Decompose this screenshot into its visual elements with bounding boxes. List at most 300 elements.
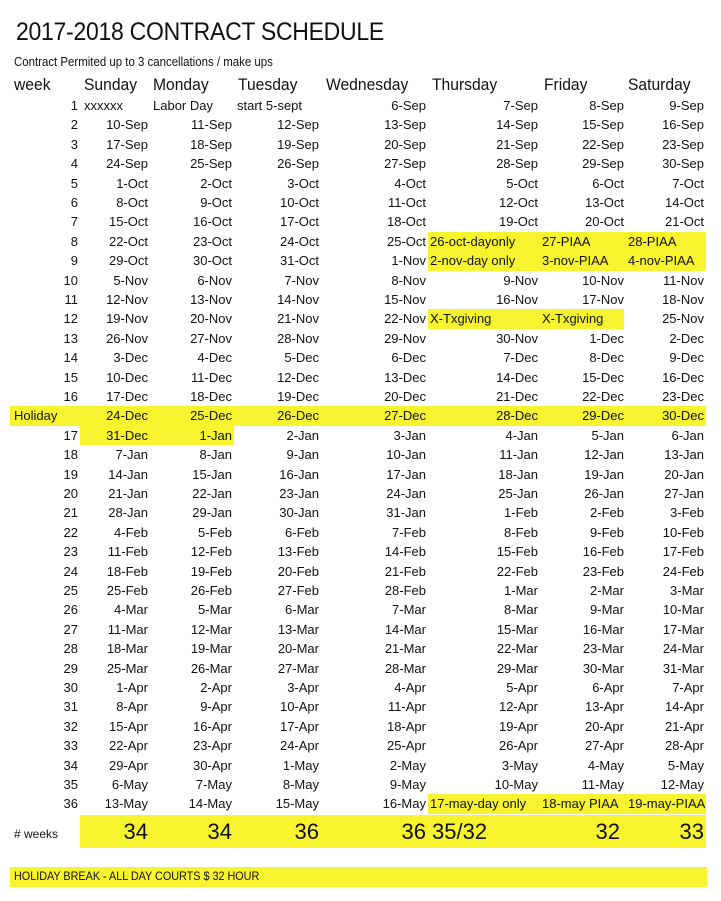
cell-thursday: X-Txgiving bbox=[430, 311, 492, 327]
cell-tuesday: 31-Oct bbox=[279, 253, 319, 269]
cell-wednesday: 7-Mar bbox=[392, 602, 426, 618]
cell-saturday: 27-Jan bbox=[664, 486, 704, 501]
week-number: 6 bbox=[70, 195, 78, 210]
cell-tuesday: 20-Mar bbox=[277, 641, 319, 657]
week-number: 2 bbox=[70, 117, 78, 133]
cell-wednesday: 11-Apr bbox=[387, 699, 426, 715]
cell-tuesday: 16-Jan bbox=[279, 466, 319, 482]
cell-thursday: 8-Mar bbox=[504, 602, 538, 618]
cell-friday: 11-May bbox=[581, 777, 624, 792]
total-saturday: 33 bbox=[679, 819, 704, 844]
cell-sunday: 31-Dec bbox=[106, 427, 148, 443]
cell-sunday: 25-Feb bbox=[106, 583, 148, 598]
cell-tuesday: 2-Jan bbox=[286, 427, 319, 443]
cell-sunday: 19-Nov bbox=[106, 311, 148, 327]
schedule-row bbox=[0, 406, 721, 425]
schedule-row bbox=[0, 135, 721, 154]
cell-sunday: 14-Jan bbox=[108, 466, 148, 482]
cell-saturday: 17-Feb bbox=[662, 544, 704, 560]
cell-saturday: 2-Dec bbox=[669, 330, 704, 346]
total-friday: 32 bbox=[595, 819, 620, 844]
cell-wednesday: 16-May bbox=[382, 796, 426, 812]
schedule-row bbox=[0, 387, 721, 406]
cell-saturday: 7-Apr bbox=[672, 680, 704, 695]
header-saturday: Saturday bbox=[628, 75, 691, 94]
cell-saturday: 16-Dec bbox=[662, 369, 704, 385]
cell-saturday: 5-May bbox=[667, 757, 704, 773]
cell-tuesday: 26-Dec bbox=[277, 408, 319, 424]
cell-monday: 23-Apr bbox=[192, 738, 232, 754]
cell-friday: 22-Dec bbox=[582, 389, 624, 404]
cell-tuesday: 21-Nov bbox=[277, 311, 319, 327]
cell-monday: 30-Apr bbox=[192, 757, 232, 773]
cell-wednesday: 25-Apr bbox=[386, 738, 426, 754]
schedule-row bbox=[0, 232, 721, 251]
week-number: 19 bbox=[63, 466, 78, 482]
week-number: 15 bbox=[63, 369, 78, 385]
cell-saturday: 28-Apr bbox=[664, 738, 704, 754]
cell-sunday: 8-Apr bbox=[116, 699, 148, 715]
cell-monday: 29-Jan bbox=[192, 505, 232, 521]
cell-monday: 2-Apr bbox=[200, 680, 232, 695]
cell-sunday: 15-Apr bbox=[108, 718, 148, 734]
cell-wednesday: 21-Feb bbox=[384, 563, 426, 579]
week-number: 27 bbox=[63, 621, 78, 637]
cell-friday: 6-Oct bbox=[592, 175, 624, 191]
cell-monday: 5-Feb bbox=[198, 524, 232, 540]
cell-monday: 25-Dec bbox=[190, 408, 232, 424]
cell-saturday: 24-Mar bbox=[662, 641, 704, 657]
cell-sunday: 10-Dec bbox=[106, 369, 148, 385]
cell-sunday: 25-Mar bbox=[106, 660, 148, 676]
cell-wednesday: 8-Nov bbox=[391, 272, 426, 288]
cell-thursday: 29-Mar bbox=[496, 660, 538, 676]
cell-tuesday: 13-Mar bbox=[277, 621, 319, 637]
cell-saturday: 12-May bbox=[660, 777, 704, 792]
schedule-row bbox=[0, 756, 721, 775]
contract-note: Contract Permited up to 3 cancellations / make ups bbox=[14, 54, 273, 69]
cell-friday: 16-Mar bbox=[582, 621, 624, 637]
cell-sunday: 4-Feb bbox=[114, 524, 148, 540]
holiday-break-note: HOLIDAY BREAK - ALL DAY COURTS $ 32 HOUR bbox=[14, 869, 260, 883]
cell-friday: 9-Mar bbox=[590, 602, 624, 618]
cell-sunday: 4-Mar bbox=[114, 602, 148, 618]
cell-sunday: 8-Oct bbox=[116, 195, 148, 210]
cell-friday: 16-Feb bbox=[582, 544, 624, 560]
cell-monday: 5-Mar bbox=[198, 602, 232, 618]
cell-monday: 26-Mar bbox=[190, 660, 232, 676]
cell-sunday: 6-May bbox=[111, 777, 148, 792]
cell-friday: 22-Sep bbox=[582, 136, 624, 152]
cell-tuesday: 28-Nov bbox=[277, 330, 319, 346]
week-number: 18 bbox=[63, 447, 78, 463]
cell-friday: 20-Oct bbox=[584, 214, 624, 230]
cell-tuesday: 24-Oct bbox=[279, 233, 319, 249]
cell-friday: 13-Apr bbox=[584, 699, 624, 715]
cell-wednesday: 13-Sep bbox=[384, 117, 426, 133]
cell-tuesday: 10-Oct bbox=[279, 195, 319, 210]
cell-saturday: 23-Sep bbox=[662, 136, 704, 152]
week-number: 1 bbox=[70, 98, 78, 113]
week-number: Holiday bbox=[14, 408, 58, 424]
cell-wednesday: 2-May bbox=[389, 757, 426, 773]
cell-sunday: 28-Jan bbox=[108, 505, 148, 521]
schedule-row bbox=[0, 329, 721, 348]
schedule-row bbox=[0, 309, 721, 328]
cell-sunday: 24-Sep bbox=[106, 156, 148, 172]
week-number: 8 bbox=[70, 233, 78, 249]
cell-sunday: 3-Dec bbox=[113, 350, 148, 366]
cell-wednesday: 31-Jan bbox=[386, 505, 426, 521]
cell-monday: 19-Mar bbox=[190, 641, 232, 657]
cell-saturday: 4-nov-PIAA bbox=[628, 253, 695, 269]
cell-thursday: 12-Oct bbox=[498, 195, 538, 210]
cell-friday: 2-Feb bbox=[590, 505, 624, 521]
cell-friday: 5-Jan bbox=[591, 427, 624, 443]
schedule-row bbox=[0, 600, 721, 619]
header-thursday: Thursday bbox=[432, 75, 498, 94]
week-number: 14 bbox=[63, 350, 78, 366]
cell-sunday: 11-Feb bbox=[107, 544, 148, 560]
cell-tuesday: 17-Apr bbox=[279, 718, 319, 734]
cell-tuesday: 19-Sep bbox=[277, 136, 319, 152]
cell-saturday: 25-Nov bbox=[662, 311, 704, 327]
cell-friday: 8-Sep bbox=[589, 98, 624, 113]
cell-wednesday: 21-Mar bbox=[384, 641, 426, 657]
cell-thursday: 15-Feb bbox=[496, 544, 538, 560]
week-number: 30 bbox=[63, 680, 78, 695]
cell-thursday: 15-Mar bbox=[496, 621, 538, 637]
cell-tuesday: 8-May bbox=[282, 777, 319, 792]
cell-saturday: 21-Oct bbox=[664, 214, 704, 230]
cell-wednesday: 14-Mar bbox=[384, 621, 426, 637]
cell-tuesday: 6-Mar bbox=[285, 602, 319, 618]
header-week: week bbox=[14, 75, 51, 94]
week-number: 11 bbox=[64, 292, 78, 307]
cell-saturday: 19-may-PIAA bbox=[628, 796, 706, 812]
totals-label: # weeks bbox=[14, 827, 59, 841]
cell-wednesday: 27-Dec bbox=[384, 408, 426, 424]
cell-friday: 26-Jan bbox=[584, 486, 624, 501]
schedule-row bbox=[0, 271, 721, 290]
cell-wednesday: 25-Oct bbox=[386, 233, 426, 249]
cell-thursday: 14-Sep bbox=[496, 117, 538, 133]
week-number: 7 bbox=[70, 214, 78, 230]
cell-tuesday: 1-May bbox=[282, 757, 319, 773]
cell-wednesday: 18-Oct bbox=[386, 214, 426, 230]
cell-tuesday: 19-Dec bbox=[277, 389, 319, 404]
schedule-row bbox=[0, 697, 721, 716]
week-number: 25 bbox=[63, 583, 78, 598]
schedule-row bbox=[0, 639, 721, 658]
cell-sunday: 29-Oct bbox=[108, 253, 148, 269]
cell-wednesday: 3-Jan bbox=[393, 427, 426, 443]
cell-monday: 13-Nov bbox=[190, 292, 232, 307]
cell-thursday: 8-Feb bbox=[504, 524, 538, 540]
cell-monday: 11-Dec bbox=[191, 369, 232, 385]
cell-sunday: 18-Feb bbox=[106, 563, 148, 579]
cell-monday: Labor Day bbox=[153, 98, 213, 113]
cell-friday: 20-Apr bbox=[584, 718, 624, 734]
total-wednesday: 36 bbox=[401, 819, 426, 844]
week-number: 31 bbox=[63, 699, 78, 715]
cell-thursday: 1-Mar bbox=[504, 583, 538, 598]
cell-tuesday: 12-Dec bbox=[277, 369, 319, 385]
cell-wednesday: 28-Feb bbox=[384, 583, 426, 598]
cell-friday: 18-may PIAA bbox=[542, 796, 619, 812]
cell-saturday: 3-Feb bbox=[670, 505, 704, 521]
cell-wednesday: 15-Nov bbox=[384, 292, 426, 307]
schedule-row bbox=[0, 290, 721, 309]
cell-sunday: 1-Apr bbox=[116, 680, 148, 695]
header-friday: Friday bbox=[544, 75, 588, 94]
cell-wednesday: 7-Feb bbox=[392, 524, 426, 540]
schedule-row bbox=[0, 348, 721, 367]
cell-monday: 9-Apr bbox=[200, 699, 232, 715]
week-number: 5 bbox=[70, 175, 78, 191]
cell-wednesday: 18-Apr bbox=[386, 718, 426, 734]
cell-sunday: 22-Oct bbox=[108, 233, 148, 249]
cell-tuesday: 30-Jan bbox=[279, 505, 319, 521]
week-number: 12 bbox=[63, 311, 78, 327]
cell-monday: 15-Jan bbox=[192, 466, 232, 482]
cell-tuesday: 6-Feb bbox=[285, 524, 319, 540]
cell-monday: 9-Oct bbox=[200, 195, 232, 210]
cell-monday: 8-Jan bbox=[199, 447, 232, 463]
cell-friday: 29-Dec bbox=[582, 408, 624, 424]
schedule-row bbox=[0, 465, 721, 484]
cell-wednesday: 11-Oct bbox=[387, 195, 426, 210]
cell-wednesday: 28-Mar bbox=[384, 660, 426, 676]
week-number: 34 bbox=[63, 757, 78, 773]
cell-monday: 18-Sep bbox=[190, 136, 232, 152]
cell-thursday: 28-Sep bbox=[496, 156, 538, 172]
cell-wednesday: 27-Sep bbox=[384, 156, 426, 172]
cell-sunday: 29-Apr bbox=[108, 757, 148, 773]
week-number: 4 bbox=[70, 156, 78, 172]
total-tuesday: 36 bbox=[294, 819, 319, 844]
cell-friday: 29-Sep bbox=[582, 156, 624, 172]
cell-friday: 8-Dec bbox=[589, 350, 624, 366]
total-thursday: 35/32 bbox=[432, 819, 488, 844]
cell-friday: X-Txgiving bbox=[542, 311, 604, 327]
schedule-row bbox=[0, 503, 721, 522]
cell-monday: 19-Feb bbox=[190, 563, 232, 579]
cell-monday: 7-May bbox=[195, 777, 232, 792]
cell-thursday: 9-Nov bbox=[503, 272, 538, 288]
cell-monday: 11-Sep bbox=[191, 117, 232, 133]
cell-friday: 4-May bbox=[587, 757, 624, 773]
schedule-row bbox=[0, 523, 721, 542]
cell-thursday: 4-Jan bbox=[505, 427, 538, 443]
week-number: 33 bbox=[63, 738, 78, 754]
cell-thursday: 21-Sep bbox=[496, 136, 538, 152]
cell-tuesday: 7-Nov bbox=[284, 272, 319, 288]
cell-sunday: 11-Mar bbox=[107, 621, 148, 637]
cell-friday: 19-Jan bbox=[584, 466, 624, 482]
cell-thursday: 25-Jan bbox=[498, 486, 538, 501]
cell-friday: 12-Jan bbox=[584, 447, 624, 463]
cell-thursday: 7-Dec bbox=[503, 350, 538, 366]
schedule-row bbox=[0, 620, 721, 639]
cell-thursday: 28-Dec bbox=[496, 408, 538, 424]
cell-wednesday: 20-Dec bbox=[384, 389, 426, 404]
cell-tuesday: 10-Apr bbox=[279, 699, 319, 715]
cell-friday: 15-Dec bbox=[582, 369, 624, 385]
cell-tuesday: 15-May bbox=[275, 796, 319, 812]
week-number: 28 bbox=[63, 641, 78, 657]
cell-thursday: 5-Oct bbox=[506, 175, 538, 191]
page-title: 2017-2018 CONTRACT SCHEDULE bbox=[16, 18, 384, 46]
cell-thursday: 19-Apr bbox=[498, 718, 538, 734]
cell-monday: 2-Oct bbox=[200, 175, 232, 191]
cell-monday: 4-Dec bbox=[197, 350, 232, 366]
cell-thursday: 17-may-day only bbox=[430, 796, 527, 812]
cell-monday: 25-Sep bbox=[190, 156, 232, 172]
cell-thursday: 10-May bbox=[494, 777, 538, 792]
schedule-row bbox=[0, 96, 721, 115]
cell-tuesday: 3-Oct bbox=[287, 175, 319, 191]
cell-friday: 27-PIAA bbox=[542, 233, 591, 249]
cell-friday: 15-Sep bbox=[582, 117, 624, 133]
cell-sunday: 10-Sep bbox=[106, 117, 148, 133]
cell-tuesday: 12-Sep bbox=[277, 117, 319, 133]
cell-wednesday: 10-Jan bbox=[386, 447, 426, 463]
cell-thursday: 21-Dec bbox=[496, 389, 538, 404]
schedule-row bbox=[0, 174, 721, 193]
cell-friday: 3-nov-PIAA bbox=[542, 253, 609, 269]
cell-sunday: 5-Nov bbox=[113, 272, 148, 288]
cell-sunday: 15-Oct bbox=[108, 214, 148, 230]
cell-friday: 23-Feb bbox=[582, 563, 624, 579]
cell-monday: 22-Jan bbox=[192, 486, 232, 501]
cell-wednesday: 24-Jan bbox=[386, 486, 426, 501]
cell-thursday: 26-oct-dayonly bbox=[430, 233, 516, 249]
week-number: 29 bbox=[63, 660, 78, 676]
cell-saturday: 28-PIAA bbox=[628, 233, 677, 249]
header-monday: Monday bbox=[153, 75, 209, 94]
cell-wednesday: 29-Nov bbox=[384, 330, 426, 346]
cell-wednesday: 17-Jan bbox=[386, 466, 426, 482]
cell-sunday: xxxxxx bbox=[84, 98, 123, 113]
cell-saturday: 9-Sep bbox=[669, 98, 704, 113]
week-number: 32 bbox=[63, 718, 78, 734]
header-tuesday: Tuesday bbox=[238, 75, 298, 94]
week-number: 17 bbox=[63, 427, 78, 443]
cell-saturday: 30-Sep bbox=[662, 156, 704, 172]
cell-wednesday: 20-Sep bbox=[384, 136, 426, 152]
cell-saturday: 23-Dec bbox=[662, 389, 704, 404]
cell-tuesday: 9-Jan bbox=[286, 447, 319, 463]
week-number: 22 bbox=[63, 524, 78, 540]
week-number: 20 bbox=[63, 486, 78, 501]
cell-sunday: 12-Nov bbox=[106, 292, 148, 307]
schedule-row bbox=[0, 368, 721, 387]
cell-wednesday: 13-Dec bbox=[384, 369, 426, 385]
header-wednesday: Wednesday bbox=[326, 75, 409, 94]
cell-friday: 23-Mar bbox=[582, 641, 624, 657]
schedule-row bbox=[0, 251, 721, 270]
cell-saturday: 21-Apr bbox=[664, 718, 704, 734]
cell-saturday: 14-Oct bbox=[664, 195, 704, 210]
cell-saturday: 9-Dec bbox=[669, 350, 704, 366]
cell-tuesday: 3-Apr bbox=[287, 680, 319, 695]
cell-tuesday: 27-Mar bbox=[277, 660, 319, 676]
week-number: 3 bbox=[70, 136, 78, 152]
cell-saturday: 6-Jan bbox=[671, 427, 704, 443]
cell-monday: 14-May bbox=[188, 796, 232, 812]
cell-friday: 10-Nov bbox=[582, 272, 624, 288]
cell-saturday: 10-Mar bbox=[662, 602, 704, 618]
cell-thursday: 11-Jan bbox=[499, 447, 538, 463]
cell-thursday: 22-Mar bbox=[496, 641, 538, 657]
header-sunday: Sunday bbox=[84, 75, 138, 94]
cell-saturday: 30-Dec bbox=[662, 408, 704, 424]
schedule-row bbox=[0, 659, 721, 678]
schedule-row bbox=[0, 542, 721, 561]
cell-monday: 20-Nov bbox=[190, 311, 232, 327]
total-sunday: 34 bbox=[123, 819, 148, 844]
cell-thursday: 14-Dec bbox=[496, 369, 538, 385]
week-number: 9 bbox=[70, 253, 78, 269]
cell-tuesday: 17-Oct bbox=[279, 214, 319, 230]
cell-friday: 1-Dec bbox=[589, 330, 624, 346]
cell-friday: 2-Mar bbox=[590, 583, 624, 598]
cell-thursday: 18-Jan bbox=[498, 466, 538, 482]
cell-tuesday: 5-Dec bbox=[284, 350, 319, 366]
cell-sunday: 17-Dec bbox=[106, 389, 148, 404]
schedule-row bbox=[0, 794, 721, 813]
cell-tuesday: 23-Jan bbox=[279, 486, 319, 501]
cell-thursday: 26-Apr bbox=[498, 738, 538, 754]
cell-saturday: 14-Apr bbox=[664, 699, 704, 715]
cell-monday: 1-Jan bbox=[199, 427, 232, 443]
cell-tuesday: 14-Nov bbox=[277, 292, 319, 307]
cell-tuesday: 20-Feb bbox=[277, 563, 319, 579]
cell-saturday: 11-Nov bbox=[663, 272, 704, 288]
schedule-row bbox=[0, 562, 721, 581]
cell-thursday: 22-Feb bbox=[496, 563, 538, 579]
cell-monday: 18-Dec bbox=[190, 389, 232, 404]
cell-wednesday: 4-Oct bbox=[394, 175, 426, 191]
cell-saturday: 24-Feb bbox=[662, 563, 704, 579]
week-number: 16 bbox=[63, 389, 78, 404]
cell-sunday: 17-Sep bbox=[106, 136, 148, 152]
cell-sunday: 13-May bbox=[104, 796, 148, 812]
week-number: 10 bbox=[63, 272, 78, 288]
schedule-row bbox=[0, 445, 721, 464]
week-number: 23 bbox=[63, 544, 78, 560]
cell-monday: 12-Mar bbox=[190, 621, 232, 637]
week-number: 35 bbox=[63, 777, 78, 792]
schedule-row bbox=[0, 717, 721, 736]
cell-friday: 17-Nov bbox=[582, 292, 624, 307]
cell-sunday: 7-Jan bbox=[115, 447, 148, 463]
cell-monday: 16-Oct bbox=[192, 214, 232, 230]
cell-thursday: 5-Apr bbox=[506, 680, 538, 695]
week-number: 13 bbox=[63, 330, 78, 346]
cell-thursday: 7-Sep bbox=[503, 98, 538, 113]
cell-friday: 6-Apr bbox=[592, 680, 624, 695]
cell-sunday: 21-Jan bbox=[108, 486, 148, 501]
cell-saturday: 31-Mar bbox=[662, 660, 704, 676]
cell-wednesday: 4-Apr bbox=[394, 680, 426, 695]
cell-thursday: 19-Oct bbox=[498, 214, 538, 230]
cell-saturday: 3-Mar bbox=[670, 583, 704, 598]
schedule-row bbox=[0, 154, 721, 173]
cell-tuesday: start 5-sept bbox=[237, 98, 303, 113]
schedule-row bbox=[0, 775, 721, 794]
